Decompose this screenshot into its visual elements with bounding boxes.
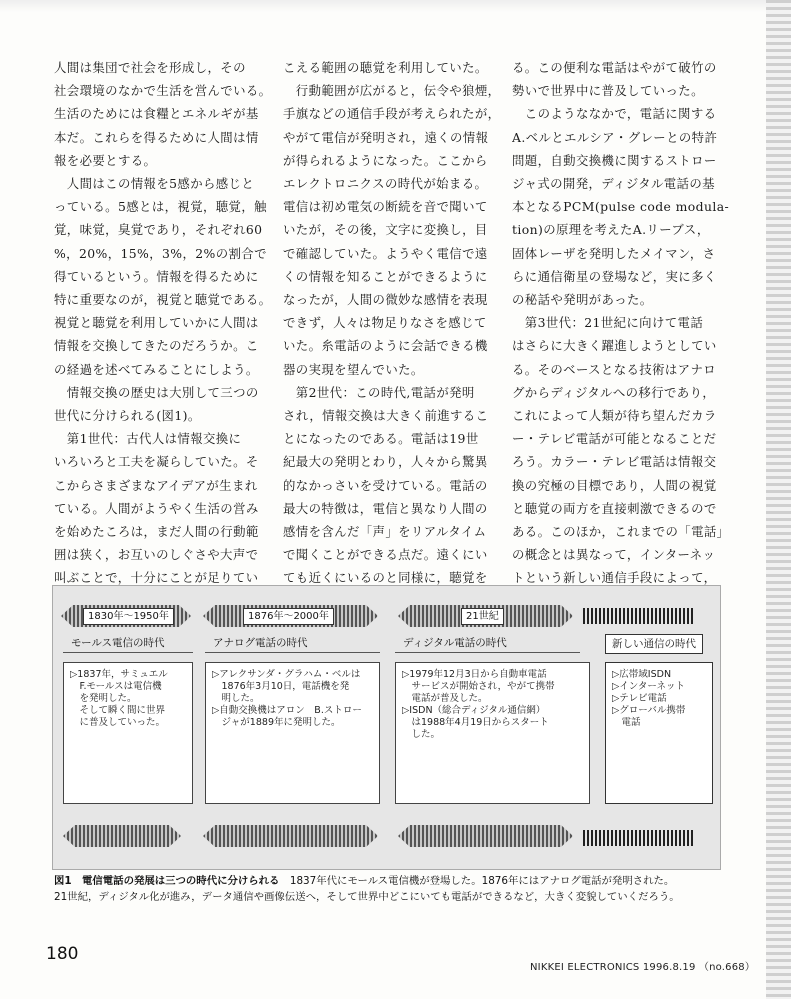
era-title-3: ディジタル電話の時代 xyxy=(403,637,507,649)
period-arrow-row xyxy=(53,598,720,634)
body-column-1: 人間は集団で社会を形成し，その 社会環境のなかで生活を営んでいる。 生活のためには食糧とエネルギが基 本だ。これらを得るために人間は情 報を必要とする。 人間はこの情報を5感から感じと っている。5感とは，視覚，聴覚，触 覚，味覚，臭覚であり，それぞれ60 %，20%，15%，3%，2%の割合で 得ているという。情報を得るために 特に重要なのが，視覚と聴覚である。 視覚と聴覚を利用していかに人間は 情報を交換してきたのだろうか。こ の経過を述べてみることにしよう。 情報交換の歴史は大別して三つの 世代に分けられる(図1)。 第1世代：古代人は情報交換に いろいろと工夫を凝らしていた。そ こからさまざまなアイデアが生まれ ている。人間がようやく生活の営み を始めたころは，まだ人間の行動範 囲は狭く，お互いのしぐさや大声で 叫ぶことで，十分にことが足りてい xyxy=(54,60,272,586)
caption-line-1: 1837年代にモールス電信機が登場した。1876年にはアナログ電話が発明された。 xyxy=(279,875,675,887)
era-box-3: ▷1979年12月3日から自動車電話 サービスが開始され，やがて携帯 電話が普及した。 ▷ISDN（総合ディジタル通信網） は1988年4月19日からスタート した。 xyxy=(395,662,590,804)
period-label-1: 1830年～1950年 xyxy=(83,608,174,625)
body-column-3: る。この便利な電話はやがて破竹の 勢いで世界中に普及していった。 このようななかで，電話に関する A.ベルとエルシア・グレーとの特許 問題，自動交換機に関するストロー ジャ式の開発，ディジタル電話の基 本となるPCM(pulse code modula- tion)の原理を考えたA.リーブス， 固体レーザを発明したメイマン，さ らに通信衛星の登場など，実に多く の秘話や発明があった。 第3世代：21世紀に向けて電話 はさらに大きく躍進しようとしてい る。そのベースとなる技術はアナロ グからディジタルへの移行であり， これによって人類が待ち望んだカラ ー・テレビ電話が可能となることだ ろう。カラー・テレビ電話は情報交 換の究極の目標であり，人間の視覚 と聴覚の両方を直接刺激できるので ある。このほか，これまでの「電話」 の概念とは異なって，インターネッ トという新しい通信手段によって， xyxy=(512,60,730,586)
caption-line-2: 21世紀，ディジタル化が進み，データ通信や画像伝送へ，そして世界中どこにいても電話ができるなど，大きく変貌していくだろう。 xyxy=(54,891,680,903)
bottom-bar-4 xyxy=(583,830,693,846)
bottom-arrow-1 xyxy=(63,825,181,847)
scan-right-edge xyxy=(766,0,791,999)
scan-top-shadow xyxy=(0,0,791,12)
caption-title: 図1 電信電話の発展は三つの時代に分けられる xyxy=(54,875,280,887)
era-title-4: 新しい通信の時代 xyxy=(605,634,703,654)
era-box-1: ▷1837年，サミュエル F.モールスは電信機 を発明した。 そして瞬く間に世界 に普及していった。 xyxy=(63,662,193,804)
bottom-arrow-3 xyxy=(398,825,573,847)
period-label-3: 21世紀 xyxy=(461,608,504,625)
era-box-4: ▷広帯域ISDN ▷インターネット ▷テレビ電話 ▷グローバル携帯 電話 xyxy=(605,662,713,804)
era-box-2: ▷アレクサンダ・グラハム・ベルは 1876年3月10日，電話機を発 明した。 ▷自動交換機はアロン B.ストロー ジャが1889年に発明した。 xyxy=(205,662,380,804)
footer-publication: NIKKEI ELECTRONICS 1996.8.19 （no.668） xyxy=(530,962,756,973)
page-number: 180 xyxy=(46,944,79,964)
body-column-2: こえる範囲の聴覚を利用していた。 行動範囲が広がると，伝令や狼煙， 手旗などの通信手段が考えられたが， やがて電信が発明され，遠くの情報 が得られるようになった。ここから エレクトロニクスの時代が始まる。 電信は初め電気の断続を音で聞いて いたが，その後，文字に変換し，目 で確認していた。ようやく電信で遠 くの情報を知ることができるように なったが，人間の微妙な感情を表現 できず，人々は物足りなさを感じて いた。糸電話のように会話できる機 器の実現を望んでいた。 第2世代：この時代,電話が発明 され，情報交換は大きく前進するこ とになったのである。電話は19世 紀最大の発明とわり，人々から驚異 的なかっさいを受けている。電話の 最大の特徴は，電信と異なり人間の 感情を含んだ「声」をリアルタイム で聞くことができる点だ。遠くにい ても近くにいるのと同様に，聴覚を xyxy=(283,60,501,586)
bottom-arrow-row xyxy=(53,818,720,854)
era-title-1: モールス電信の時代 xyxy=(71,637,165,649)
period-label-2: 1876年～2000年 xyxy=(243,608,334,625)
figure-caption xyxy=(54,873,734,905)
era-rule-1 xyxy=(63,652,193,653)
era-rule-3 xyxy=(395,652,580,653)
era-title-2: アナログ電話の時代 xyxy=(213,637,308,649)
bottom-arrow-2 xyxy=(203,825,378,847)
era-rule-2 xyxy=(205,652,380,653)
figure-1-diagram xyxy=(52,585,721,870)
period-bar-4 xyxy=(583,608,693,624)
